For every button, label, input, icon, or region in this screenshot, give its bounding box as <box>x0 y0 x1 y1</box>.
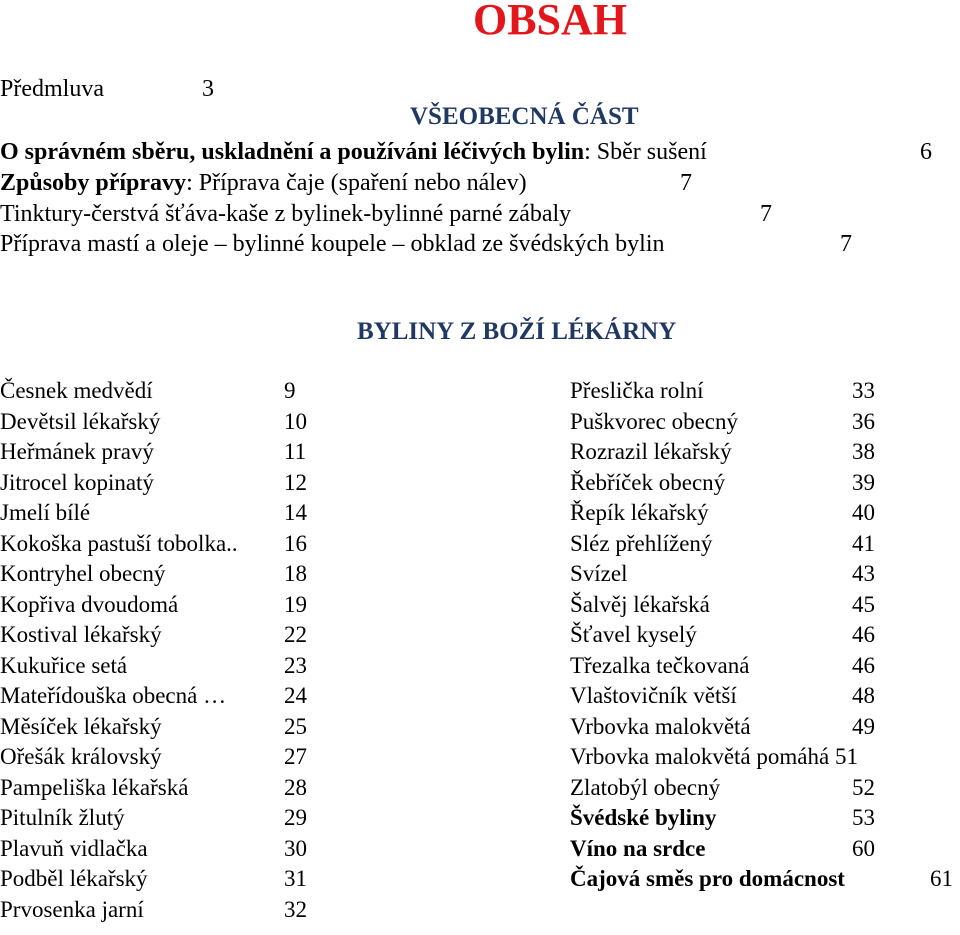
toc-entry-page: 31 <box>284 866 307 891</box>
toc-line-preparation <box>0 168 527 198</box>
toc-entry-name: Jmelí bílé <box>0 500 91 525</box>
toc-entry-name: Vlaštovičník větší <box>570 683 737 708</box>
preface-page: 3 <box>202 76 214 102</box>
toc-entry-page: 52 <box>852 775 875 800</box>
toc-entry-page: 24 <box>284 683 307 708</box>
toc-line-preparation-page: 7 <box>680 170 692 196</box>
toc-entry-page: 28 <box>284 775 307 800</box>
toc-entry-page: 46 <box>852 622 875 647</box>
toc-entry-page: 33 <box>852 378 875 403</box>
toc-entry-name: Švédské byliny <box>570 805 717 830</box>
toc-entry-page: 46 <box>852 653 875 678</box>
toc-entry-page: 12 <box>284 470 307 495</box>
toc-entry-page: 39 <box>852 470 875 495</box>
preface-label: Předmluva <box>0 76 104 102</box>
toc-line-preparation-rest: : Příprava čaje (spaření nebo nálev) <box>186 170 527 196</box>
toc-entry-page: 60 <box>852 836 875 861</box>
toc-entry-name: Vrbovka malokvětá pomáhá 51 <box>570 744 858 769</box>
toc-entry-name: Zlatobýl obecný <box>570 775 721 800</box>
page-title: OBSAH <box>472 0 628 44</box>
toc-entry-page: 27 <box>284 744 307 769</box>
toc-entry-page: 53 <box>852 805 875 830</box>
toc-entry-page: 32 <box>284 897 307 922</box>
toc-entry-name: Kokoška pastuší tobolka.. <box>0 531 238 556</box>
toc-entry-page: 36 <box>852 409 875 434</box>
toc-entry-page: 19 <box>284 592 307 617</box>
toc-entry-name: Pampeliška lékařská <box>0 775 189 800</box>
toc-entry-name: Pitulník žlutý <box>0 805 125 830</box>
toc-entry-name: Heřmánek pravý <box>0 439 154 464</box>
toc-entry-page: 23 <box>284 653 307 678</box>
toc-entry-page: 16 <box>284 531 307 556</box>
toc-entry-page: 41 <box>852 531 875 556</box>
toc-entry-name: Svízel <box>570 561 628 586</box>
toc-entry-name: Česnek medvědí <box>0 378 153 403</box>
toc-line-collection-rest: : Sběr sušení <box>584 139 707 165</box>
toc-entry-name: Puškvorec obecný <box>570 409 738 434</box>
toc-entry-name: Sléz přehlížený <box>570 531 713 556</box>
toc-entry-page: 10 <box>284 409 307 434</box>
toc-entry-page: 22 <box>284 622 307 647</box>
toc-entry-name: Kostival lékařský <box>0 622 162 647</box>
toc-entry-page: 9 <box>284 378 296 403</box>
toc-line-tinctures-page: 7 <box>760 201 772 227</box>
toc-entry-name: Měsíček lékařský <box>0 714 162 739</box>
toc-entry-page: 45 <box>852 592 875 617</box>
toc-entry-page: 48 <box>852 683 875 708</box>
toc-entry-name: Třezalka tečkovaná <box>570 653 750 678</box>
toc-entry-name: Přeslička rolní <box>570 378 704 403</box>
toc-entry-page: 29 <box>284 805 307 830</box>
toc-entry-page: 30 <box>284 836 307 861</box>
toc-line-tinctures: Tinktury-čerstvá šťáva-kaše z bylinek-bylinné parné zábaly <box>0 201 572 227</box>
toc-entry-name: Prvosenka jarní <box>0 897 144 922</box>
section-heading-herbs: BYLINY Z BOŽÍ LÉKÁRNY <box>357 318 677 345</box>
toc-line-ointments: Příprava mastí a oleje – bylinné koupele – obklad ze švédských bylin <box>0 231 665 257</box>
toc-entry-page: 43 <box>852 561 875 586</box>
toc-entry-name: Řebříček obecný <box>570 470 726 495</box>
toc-entry-page: 25 <box>284 714 307 739</box>
toc-entry-name: Jitrocel kopinatý <box>0 470 154 495</box>
toc-entry-name: Plavuň vidlačka <box>0 836 148 861</box>
toc-entry-page: 18 <box>284 561 307 586</box>
toc-entry-name: Devětsil lékařský <box>0 409 161 434</box>
toc-entry-name: Ořešák královský <box>0 744 162 769</box>
toc-entry-name: Víno na srdce <box>570 836 706 861</box>
toc-entry-page: 61 <box>930 866 953 891</box>
toc-entry-page: 40 <box>852 500 875 525</box>
toc-line-collection-bold: O správném sběru, uskladnění a používáni léčivých bylin <box>0 139 585 165</box>
toc-entry-name: Kontryhel obecný <box>0 561 166 586</box>
toc-entry-name: Mateřídouška obecná … <box>0 683 227 708</box>
toc-entry-name: Podběl lékařský <box>0 866 148 891</box>
toc-entry-name: Rozrazil lékařský <box>570 439 732 464</box>
toc-entry-page: 49 <box>852 714 875 739</box>
toc-entry-page: 38 <box>852 439 875 464</box>
section-heading-general: VŠEOBECNÁ ČÁST <box>410 103 639 130</box>
toc-entry-name: Kopřiva dvoudomá <box>0 592 179 617</box>
toc-entry-name: Čajová směs pro domácnost <box>570 866 845 891</box>
toc-entry-name: Šťavel kyselý <box>570 622 697 647</box>
toc-line-collection <box>0 137 707 167</box>
toc-entry-page: 11 <box>284 439 307 464</box>
toc-line-collection-page: 6 <box>920 139 932 165</box>
toc-entry-page: 14 <box>284 500 307 525</box>
toc-entry-name: Kukuřice setá <box>0 653 128 678</box>
toc-entry-name: Šalvěj lékařská <box>570 592 710 617</box>
toc-line-preparation-bold: Způsoby přípravy <box>0 170 187 196</box>
toc-line-ointments-page: 7 <box>840 231 852 257</box>
toc-entry-name: Řepík lékařský <box>570 500 709 525</box>
toc-entry-name: Vrbovka malokvětá <box>570 714 751 739</box>
